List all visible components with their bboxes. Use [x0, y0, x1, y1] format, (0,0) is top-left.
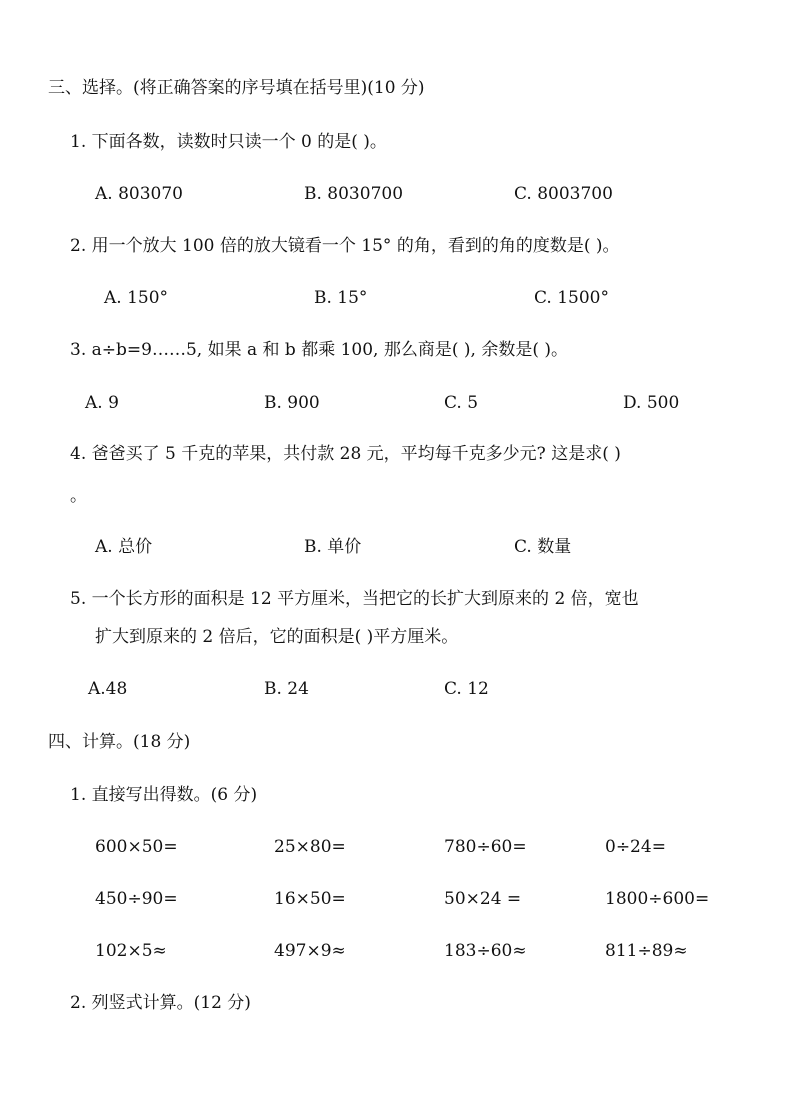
question-5-option-b: B. 24 [264, 679, 309, 699]
calc-item: 25×80= [274, 837, 346, 857]
question-5-stem-continued: 扩大到原来的 2 倍后，它的面积是( )平方厘米。 [95, 627, 459, 647]
question-3-option-a: A. 9 [85, 393, 119, 413]
calc-item: 183÷60≈ [444, 941, 527, 961]
question-3-stem: 3. a÷b=9……5, 如果 a 和 b 都乘 100, 那么商是( ), 余数是( )。 [70, 340, 569, 360]
calc-sub2-title: 2. 列竖式计算。(12 分) [70, 993, 251, 1013]
question-4-option-a: A. 总价 [95, 537, 153, 557]
section-4-title: 四、计算。(18 分) [48, 732, 191, 752]
calc-item: 0÷24= [605, 837, 666, 857]
calc-item: 497×9≈ [274, 941, 346, 961]
calc-item: 780÷60= [444, 837, 527, 857]
calc-item: 1800÷600= [605, 889, 710, 909]
question-4-option-c: C. 数量 [514, 537, 572, 557]
question-2-option-c: C. 1500° [534, 288, 609, 308]
question-5-option-c: C. 12 [444, 679, 489, 699]
question-5-stem: 5. 一个长方形的面积是 12 平方厘米，当把它的长扩大到原来的 2 倍，宽也 [70, 589, 639, 609]
question-2-option-a: A. 150° [104, 288, 169, 308]
question-4-option-b: B. 单价 [304, 537, 362, 557]
question-5-option-a: A.48 [88, 679, 128, 699]
question-3-option-d: D. 500 [623, 393, 680, 413]
calc-item: 102×5≈ [95, 941, 167, 961]
calc-item: 50×24 = [444, 889, 522, 909]
calc-item: 450÷90= [95, 889, 178, 909]
question-3-option-b: B. 900 [264, 393, 320, 413]
question-4-stem: 4. 爸爸买了 5 千克的苹果，共付款 28 元，平均每千克多少元? 这是求( ) [70, 444, 621, 464]
question-2-option-b: B. 15° [314, 288, 368, 308]
calc-sub1-title: 1. 直接写出得数。(6 分) [70, 785, 258, 805]
calc-item: 16×50= [274, 889, 346, 909]
calc-item: 600×50= [95, 837, 178, 857]
section-3-title: 三、选择。(将正确答案的序号填在括号里)(10 分) [48, 78, 425, 98]
question-1-option-c: C. 8003700 [514, 184, 613, 204]
question-2-stem: 2. 用一个放大 100 倍的放大镜看一个 15° 的角，看到的角的度数是( )。 [70, 236, 620, 256]
question-3-option-c: C. 5 [444, 393, 479, 413]
calc-item: 811÷89≈ [605, 941, 688, 961]
question-1-stem: 1. 下面各数，读数时只读一个 0 的是( )。 [70, 132, 387, 152]
question-1-option-a: A. 803070 [95, 184, 183, 204]
question-1-option-b: B. 8030700 [304, 184, 404, 204]
question-4-stem-continued: 。 [70, 486, 87, 506]
